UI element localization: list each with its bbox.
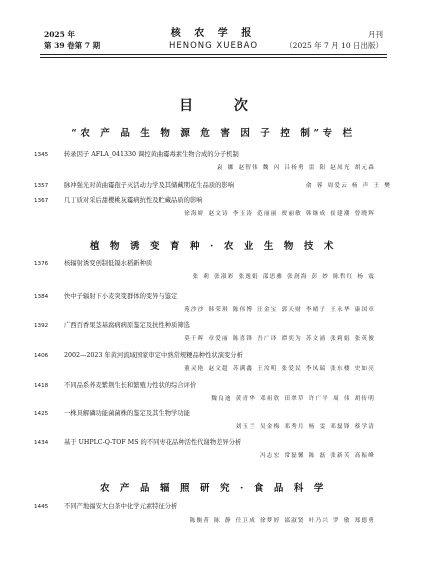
journal-title-cn: 核 农 学 报 — [170, 28, 257, 39]
article-title[interactable]: 几丁质对采后甜樱桃灰霉病抗性及贮藏品质的影响 — [64, 197, 203, 204]
article-authors: 徐海娇 赵文诗 李玉涛 范丽丽 贾丽敏 韩继成 崔建潮 曾晓辉 — [184, 211, 375, 217]
article-title[interactable]: 不同产地福安大白茶中化学元素特征分析 — [64, 503, 178, 510]
section-title: 植 物 诱 变 育 种 · 农 业 生 物 技 术 — [90, 241, 337, 252]
article-page: 1376 — [34, 261, 49, 267]
article-page: 1425 — [34, 411, 49, 417]
article-authors: 魏良迪 黄青华 邓祖欣 田翠草 许广平 周 伟 胡传明 — [211, 396, 375, 402]
section-title: “农 产 品 生 物 源 危 害 因 子 控 制”专 栏 — [71, 128, 356, 139]
article-authors: 俞 蓉 周爱云 杨 声 王 樊 — [305, 183, 391, 189]
article-page: 1384 — [34, 294, 49, 300]
article-page: 1367 — [34, 198, 49, 204]
article-page: 1445 — [34, 504, 49, 510]
article-authors: 陈衡菁 陈 静 任卫成 徐梦婷 邵淑贤 叶乃兴 罗 敏 郑德勇 — [189, 518, 375, 524]
article-page: 1392 — [34, 323, 49, 329]
article-title[interactable]: 基于 UHPLC-Q-TOF MS 的不同枣花品种活性代谢物差异分析 — [64, 439, 242, 446]
article-authors: 董灵艳 赵文超 苏满鑫 王汝明 张爱民 李凤瑞 张东楼 史如亮 — [184, 366, 375, 372]
article-title[interactable]: 不同品系荞麦紫荆生长和繁殖力性状的综合评价 — [64, 382, 197, 389]
article-page: 1357 — [34, 183, 49, 189]
article-authors: 刘玉兰 吴金梅 邓秀月 杨 雯 邓磊锋 蔡学清 — [235, 424, 375, 430]
article-title[interactable]: 一株具解磷功能菌菌株的鉴定及其生物学功能 — [64, 410, 190, 417]
article-page: 1434 — [34, 440, 49, 446]
article-title[interactable]: 广西百香果茎基腐病病原鉴定及抗性种质筛选 — [64, 322, 190, 329]
article-authors: 苑沙沙 韩荣琪 陈伟博 汪金宝 郭天财 李晴子 王永华 康国章 — [184, 307, 375, 313]
article-page: 1345 — [34, 152, 49, 158]
volume-issue: 第 39 卷第 7 期 — [44, 40, 101, 50]
article-authors: 莫千晖 章爱丽 陈喜锋 吾广译 谭奕为 苏文涌 张莉娟 张英俊 — [184, 336, 375, 342]
header-rule-thin — [40, 57, 387, 58]
header-right — [285, 30, 383, 51]
article-title[interactable]: 转录因子 AFLA_041330 调控黄曲霉毒素生物合成的分子机制 — [64, 151, 239, 158]
frequency: 月刊 — [368, 30, 383, 39]
contents-title: 目 次 — [179, 98, 266, 114]
article-authors: 张 莉 张淑彩 张逸娟 邵思雅 张润海 彭 妙 陈哲红 杨 震 — [192, 274, 375, 280]
article-title[interactable]: 核辐射诱变创制低镉水稻新种质 — [64, 260, 153, 267]
header-rule-thick — [40, 54, 387, 55]
article-page: 1406 — [34, 353, 49, 359]
article-authors: 袁 娜 赵智伟 魏 闪 吕扬勇 雷 阳 赵凤光 胡元森 — [216, 165, 375, 171]
article-title[interactable]: 2002—2023 年黄河流域国家审定中熟常规粳品种性状演变分析 — [64, 352, 243, 359]
article-title[interactable]: 快中子辐射下小麦突变群体的变异与鉴定 — [64, 293, 178, 300]
journal-year: 2025 年 — [44, 30, 75, 39]
publish-date: （2025 年 7 月 10 日出版） — [285, 40, 383, 50]
section-title: 农 产 品 辐 照 研 究 · 食 品 科 学 — [100, 483, 327, 494]
journal-title-en: HENONG XUEBAO — [168, 41, 259, 51]
article-authors: 冯志宏 常磊馨 陈 磊 张新芙 高振峰 — [259, 453, 375, 459]
article-title[interactable]: 脉冲强光对黄曲霉孢子灭活动力学及其储藏期花生品质的影响 — [64, 182, 235, 189]
article-page: 1418 — [34, 383, 49, 389]
